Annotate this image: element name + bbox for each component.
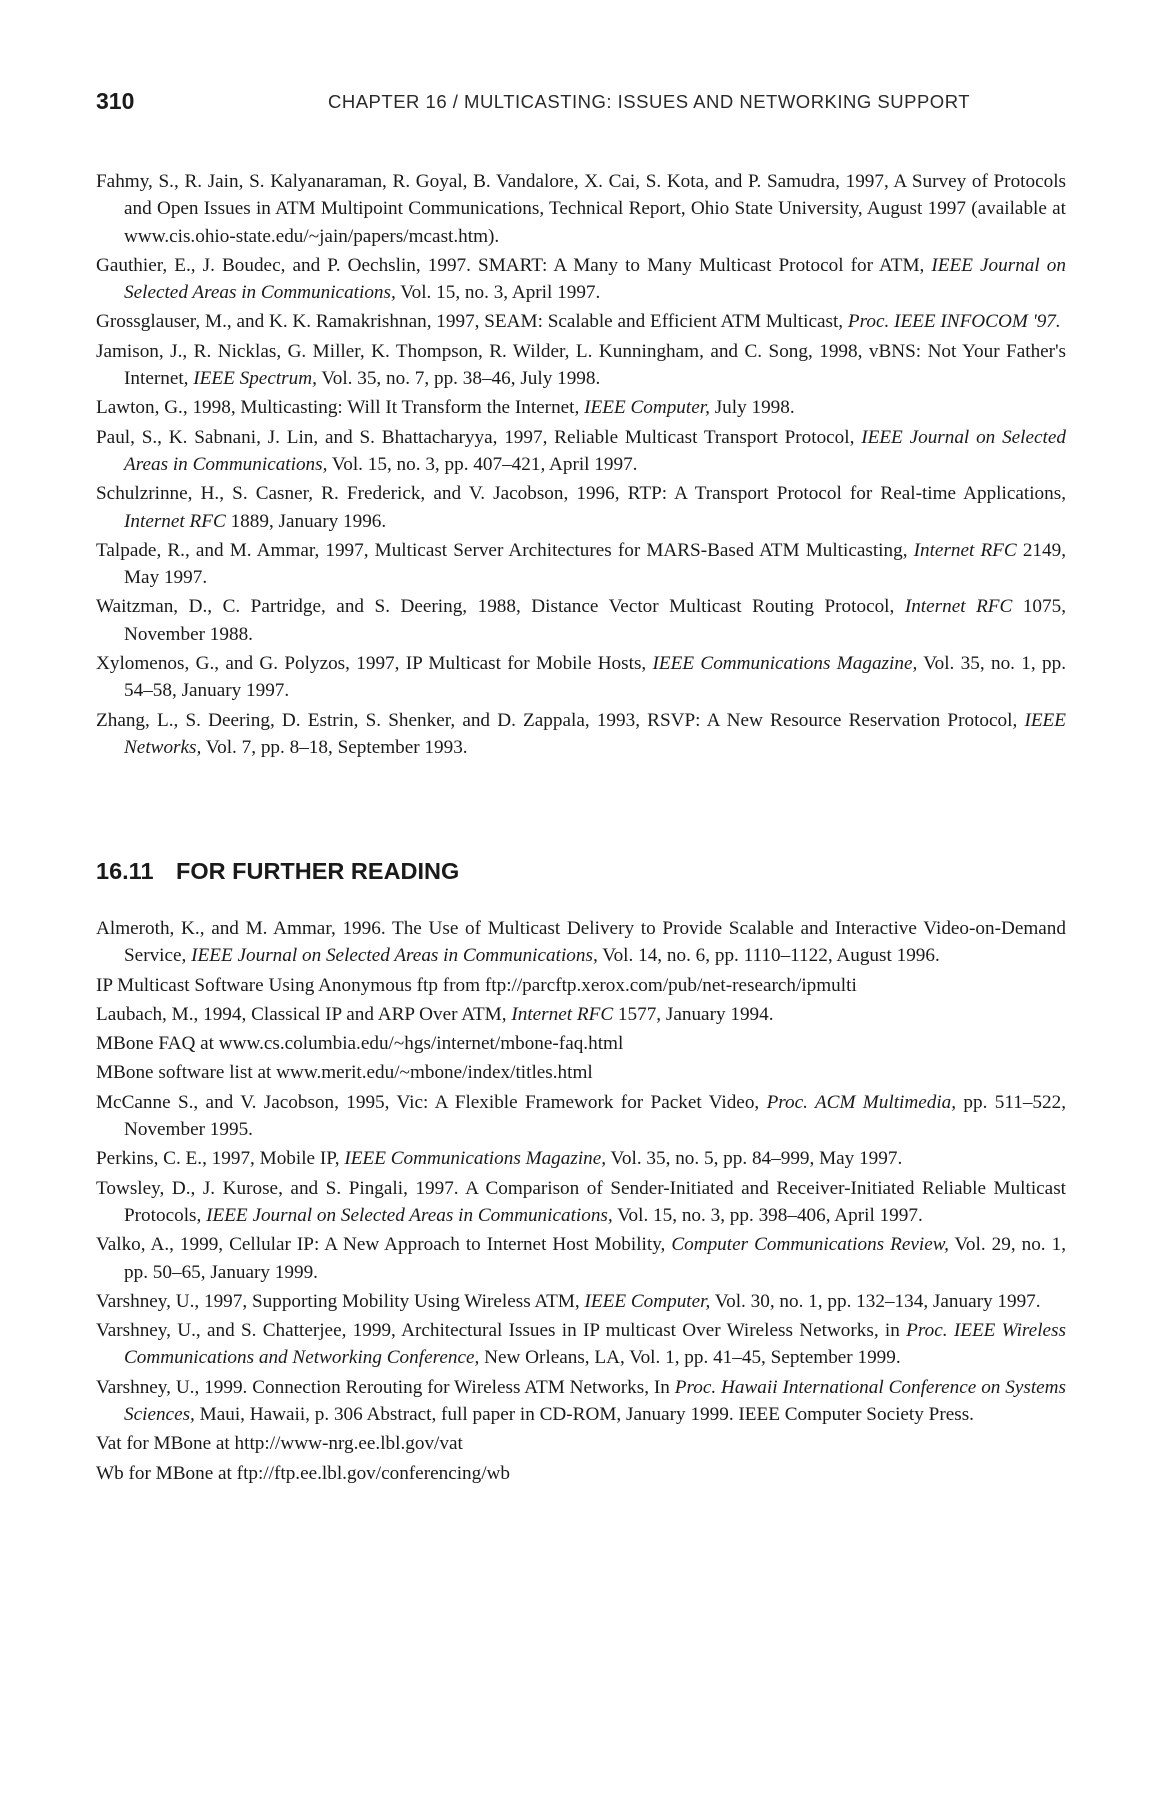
reference-entry [96,394,1066,421]
reference-source-title: Proc. ACM Multimedia, [766,1091,957,1113]
reference-text: Varshney, U., 1999. Connection Rerouting for Wireless ATM Networks, In [96,1376,675,1398]
reference-details: pp. 511–522, November 1995. [124,1091,1066,1141]
reference-details: Vol. 14, no. 6, pp. 1110–1122, August 1996. [597,945,940,967]
page-number: 310 [96,88,135,114]
reference-text: Grossglauser, M., and K. K. Ramakrishnan, 1997, SEAM: Scalable and Efficient ATM Multicast, [96,311,848,333]
reference-details: 1075, November 1988. [124,596,1067,645]
reference-text: Gauthier, E., J. Boudec, and P. Oechslin, 1997. SMART: A Many to Many Multicast Protocol for ATM, [96,254,932,276]
reference-source-title: Proc. IEEE INFOCOM '97. [847,311,1061,333]
reference-text: Perkins, C. E., 1997, Mobile IP, [96,1148,345,1170]
reference-text: Jamison, J., R. Nicklas, G. Miller, K. Thompson, R. Wilder, L. Kunningham, and C. Song, 1998, vBNS: Not Your Father's Internet, [96,340,1066,390]
reference-source-title: Computer Communications Review, [671,1234,949,1256]
reference-text: Lawton, G., 1998, Multicasting: Will It Transform the Internet, [96,397,585,419]
reference-details: Vol. 15, no. 3, April 1997. [395,282,601,304]
reference-text: Vat for MBone at http://www-nrg.ee.lbl.gov/vat [96,1433,463,1455]
reference-source-title: IEEE Spectrum, [193,368,317,390]
section-number: 16.11 [96,858,154,884]
reference-text: Varshney, U., and S. Chatterjee, 1999, Architectural Issues in IP multicast Over Wireless Networks, in [96,1320,907,1342]
reference-text: Fahmy, S., R. Jain, S. Kalyanaraman, R. Goyal, B. Vandalore, X. Cai, S. Kota, and P. Samudra, 1997, A Survey of Protocols and Open Issues in ATM Multipoint Communications, Technical Report, Ohio State University, August 1997 (available at www.cis.ohio-state.edu/~jain/papers/mcast.htm). [96,171,1066,247]
reference-details: Vol. 35, no. 1, pp. 54–58, January 1997. [124,653,1066,702]
reference-details: 2149, May 1997. [124,539,1067,589]
reference-text: Schulzrinne, H., S. Casner, R. Frederick, and V. Jacobson, 1996, RTP: A Transport Protocol for Real-time Applications, [96,483,1066,505]
reference-entry [96,1059,1066,1086]
reference-entry [96,1317,1066,1372]
reference-entry [96,650,1066,705]
reference-details: Vol. 30, no. 1, pp. 132–134, January 1997. [710,1290,1041,1312]
reference-entry [96,1089,1066,1144]
reference-source-title: Internet RFC [511,1003,614,1025]
reference-source-title: Proc. Hawaii International Conference on Systems Sciences, [124,1376,1067,1426]
reference-entry [96,1374,1066,1429]
reference-source-title: IEEE Communications Magazine, [344,1148,607,1170]
reference-details: 1577, January 1994. [613,1003,774,1025]
reference-entry [96,252,1066,307]
reference-entry [96,915,1066,970]
reference-source-title: Internet RFC [124,510,226,532]
reference-source-title: Internet RFC [904,596,1013,618]
reference-text: Wb for MBone at ftp://ftp.ee.lbl.gov/conferencing/wb [96,1462,511,1484]
reference-text: Xylomenos, G., and G. Polyzos, 1997, IP Multicast for Mobile Hosts, [96,653,653,675]
further-reading-list [96,915,1066,1489]
reference-text: Almeroth, K., and M. Ammar, 1996. The Use of Multicast Delivery to Provide Scalable and Interactive Video-on-Demand Service, [96,918,1066,967]
reference-entry [96,480,1066,535]
reference-text: Paul, S., K. Sabnani, J. Lin, and S. Bhattacharyya, 1997, Reliable Multicast Transport Protocol, [96,426,862,448]
reference-entry [96,593,1066,648]
reference-entry [96,1288,1066,1315]
reference-source-title: IEEE Journal on Selected Areas in Communications, [191,945,598,967]
reference-entry [96,1231,1066,1286]
reference-source-title: IEEE Communications Magazine, [652,653,918,675]
reference-entry [96,1030,1066,1057]
reference-text: McCanne S., and V. Jacobson, 1995, Vic: A Flexible Framework for Packet Video, [96,1091,767,1113]
reference-entry [96,1145,1066,1172]
reference-entry [96,168,1066,250]
reference-text: Laubach, M., 1994, Classical IP and ARP Over ATM, [96,1003,512,1025]
reference-details: Vol. 29, no. 1, pp. 50–65, January 1999. [124,1234,1066,1283]
reference-details: Maui, Hawaii, p. 306 Abstract, full paper in CD-ROM, January 1999. IEEE Computer Society Press. [194,1404,974,1426]
section-heading [96,858,459,885]
reference-source-title: Proc. IEEE Wireless Communications and Networking Conference, [124,1320,1066,1369]
running-head: CHAPTER 16 / MULTICASTING: ISSUES AND NETWORKING SUPPORT [328,91,971,112]
reference-details: Vol. 7, pp. 8–18, September 1993. [201,736,468,758]
reference-entry [96,1175,1066,1230]
reference-entry [96,308,1066,335]
reference-list [96,168,1066,763]
reference-details: Vol. 15, no. 3, pp. 398–406, April 1997. [612,1204,923,1226]
reference-source-title: IEEE Computer, [584,1290,711,1312]
reference-entry [96,1460,1066,1487]
reference-entry [96,338,1066,393]
reference-entry [96,537,1066,592]
reference-details: New Orleans, LA, Vol. 1, pp. 41–45, September 1999. [479,1347,901,1369]
reference-details: Vol. 35, no. 5, pp. 84–999, May 1997. [606,1148,903,1170]
reference-details: 1889, January 1996. [225,510,387,532]
page-header [96,88,1076,118]
reference-source-title: IEEE Networks, [124,709,1066,758]
reference-details: July 1998. [709,397,795,419]
reference-text: Valko, A., 1999, Cellular IP: A New Approach to Internet Host Mobility, [96,1234,672,1256]
reference-text: Towsley, D., J. Kurose, and S. Pingali, 1997. A Comparison of Sender-Initiated and Receiver-Initiated Reliable Multicast Protocols, [96,1177,1066,1226]
reference-source-title: Internet RFC [913,539,1017,561]
reference-entry [96,1430,1066,1457]
reference-entry [96,1001,1066,1028]
section-title: FOR FURTHER READING [176,858,460,884]
reference-entry [96,424,1066,479]
reference-details: Vol. 15, no. 3, pp. 407–421, April 1997. [327,453,638,475]
reference-entry [96,972,1066,999]
reference-text: MBone software list at www.merit.edu/~mbone/index/titles.html [96,1062,593,1084]
reference-text: Varshney, U., 1997, Supporting Mobility Using Wireless ATM, [96,1290,585,1312]
reference-source-title: IEEE Journal on Selected Areas in Communications, [124,254,1066,304]
reference-text: IP Multicast Software Using Anonymous ftp from ftp://parcftp.xerox.com/pub/net-research/ipmulti [96,974,857,996]
reference-entry [96,707,1066,762]
reference-text: Waitzman, D., C. Partridge, and S. Deering, 1988, Distance Vector Multicast Routing Protocol, [96,596,905,618]
reference-text: Talpade, R., and M. Ammar, 1997, Multicast Server Architectures for MARS-Based ATM Multicasting, [96,539,914,561]
reference-source-title: IEEE Journal on Selected Areas in Communications, [206,1204,613,1226]
reference-text: Zhang, L., S. Deering, D. Estrin, S. Shenker, and D. Zappala, 1993, RSVP: A New Resource Reservation Protocol, [96,709,1025,731]
reference-text: MBone FAQ at www.cs.columbia.edu/~hgs/internet/mbone-faq.html [96,1033,624,1055]
reference-details: Vol. 35, no. 7, pp. 38–46, July 1998. [316,368,601,390]
reference-source-title: IEEE Journal on Selected Areas in Communications, [124,426,1066,475]
reference-source-title: IEEE Computer, [584,397,710,419]
